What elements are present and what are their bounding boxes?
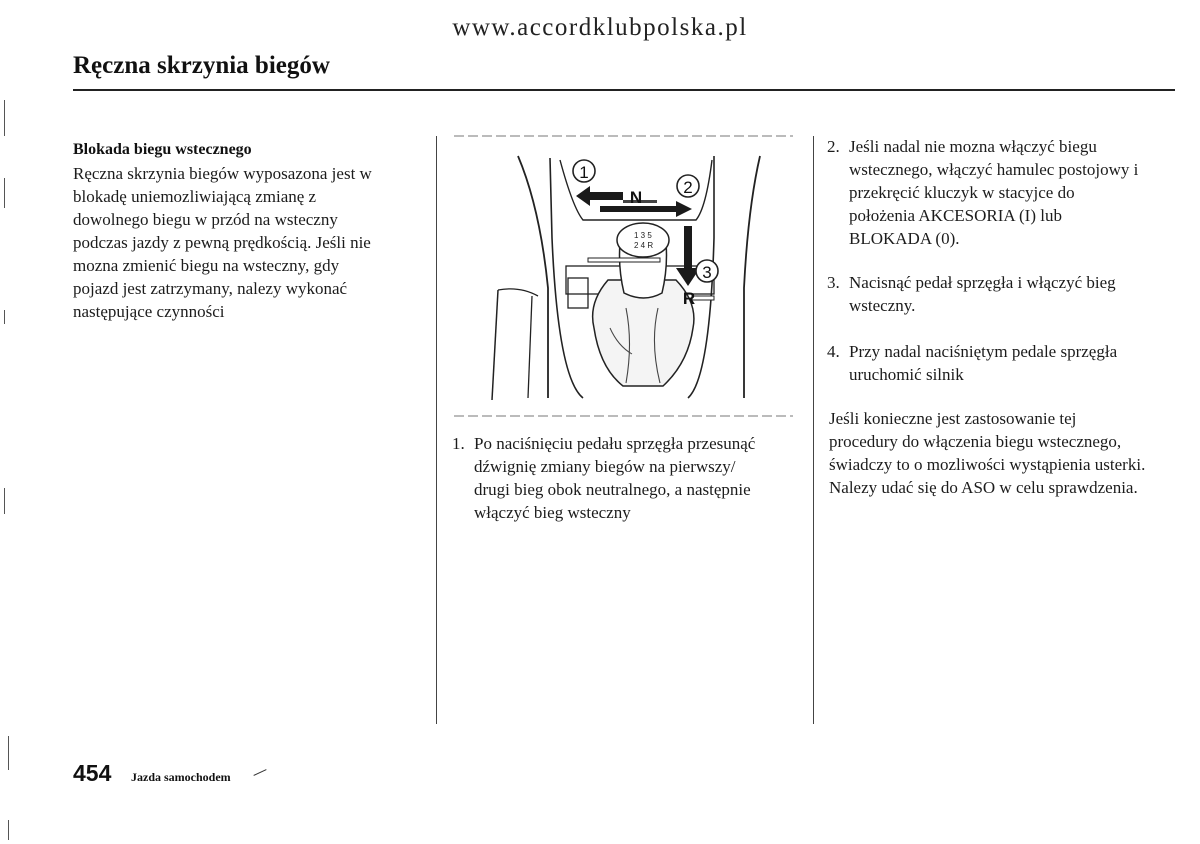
step-text — [474, 432, 802, 524]
note-line: Jeśli konieczne jest zastosowanie tej — [829, 409, 1077, 428]
step-line: dźwignię zmiany biegów na pierwszy/ — [474, 457, 736, 476]
callout-3: 3 — [702, 263, 712, 282]
reverse-label: R — [682, 289, 696, 308]
step-line: BLOKADA (0). — [849, 229, 960, 248]
margin-mark — [4, 100, 5, 136]
step-line: położenia AKCESORIA (I) lub — [849, 206, 1062, 225]
gear-shifter-figure — [448, 128, 804, 423]
margin-mark — [4, 310, 5, 324]
step-line: Po naciśnięciu pedału sprzęgła przesunąć — [474, 434, 756, 453]
title-rule — [73, 89, 1175, 91]
step-line: drugi bieg obok neutralnego, a następnie — [474, 480, 751, 499]
step-number: 3. — [827, 273, 840, 292]
margin-mark — [8, 820, 9, 840]
margin-mark — [4, 178, 5, 208]
column-divider-left — [436, 136, 437, 724]
step-text — [849, 135, 1177, 250]
paragraph-line: blokadę uniemozliwiającą zmianę z — [73, 187, 317, 206]
margin-mark — [8, 736, 9, 770]
callout-2: 2 — [683, 178, 693, 197]
step-number: 1. — [452, 434, 465, 453]
step-line: uruchomić silnik — [849, 365, 964, 384]
list-item — [452, 432, 802, 524]
step-number: 2. — [827, 137, 840, 156]
page-number: 454 — [73, 760, 112, 786]
step-list-middle — [452, 432, 802, 524]
paragraph-line: pojazd jest zatrzymany, nalezy wykonać — [73, 279, 348, 298]
svg-text:1 3 5: 1 3 5 — [634, 231, 652, 240]
callout-1: 1 — [579, 163, 589, 182]
step-line: Przy nadal naciśniętym pedale sprzęgła — [849, 342, 1118, 361]
step-number: 4. — [827, 342, 840, 361]
note-line: procedury do włączenia biegu wstecznego, — [829, 432, 1122, 451]
step-line: Nacisnąć pedał sprzęgła i włączyć bieg — [849, 273, 1116, 292]
page-title: Ręczna skrzynia biegów — [73, 52, 330, 79]
note-line: Nalezy udać się do ASO w celu sprawdzenia. — [829, 478, 1138, 497]
svg-text:2 4 R: 2 4 R — [634, 241, 654, 250]
footer-mark — [253, 769, 266, 776]
paragraph-line: Ręczna skrzynia biegów wyposazona jest w — [73, 164, 372, 183]
margin-mark — [4, 488, 5, 514]
step-line: Jeśli nadal nie mozna włączyć biegu — [849, 137, 1097, 156]
step-line: wsteczny. — [849, 296, 916, 315]
list-item — [827, 135, 1177, 250]
step-text — [849, 340, 1177, 386]
step-line: wstecznego, włączyć hamulec postojowy i — [849, 160, 1139, 179]
step-line: przekręcić kluczyk w stacyjce do — [849, 183, 1075, 202]
list-item — [827, 271, 1177, 317]
intro-paragraph — [73, 162, 418, 323]
chapter-name: Jazda samochodem — [131, 770, 231, 784]
section-heading: Blokada biegu wstecznego — [73, 141, 252, 158]
paragraph-line: dowolnego biegu w przód na wsteczny — [73, 210, 338, 229]
step-line: włączyć bieg wsteczny — [474, 503, 631, 522]
paragraph-line: podczas jazdy z pewną prędkością. Jeśli nie — [73, 233, 371, 252]
site-url: www.accordklubpolska.pl — [452, 14, 748, 41]
step-text — [849, 271, 1177, 317]
neutral-label: N — [629, 188, 643, 207]
note-paragraph — [829, 407, 1179, 499]
paragraph-line: mozna zmienić biegu na wsteczny, gdy — [73, 256, 340, 275]
column-divider-right — [813, 136, 814, 724]
list-item — [827, 340, 1177, 386]
paragraph-line: następujące czynności — [73, 302, 225, 321]
note-line: świadczy to o mozliwości wystąpienia usterki. — [829, 455, 1146, 474]
